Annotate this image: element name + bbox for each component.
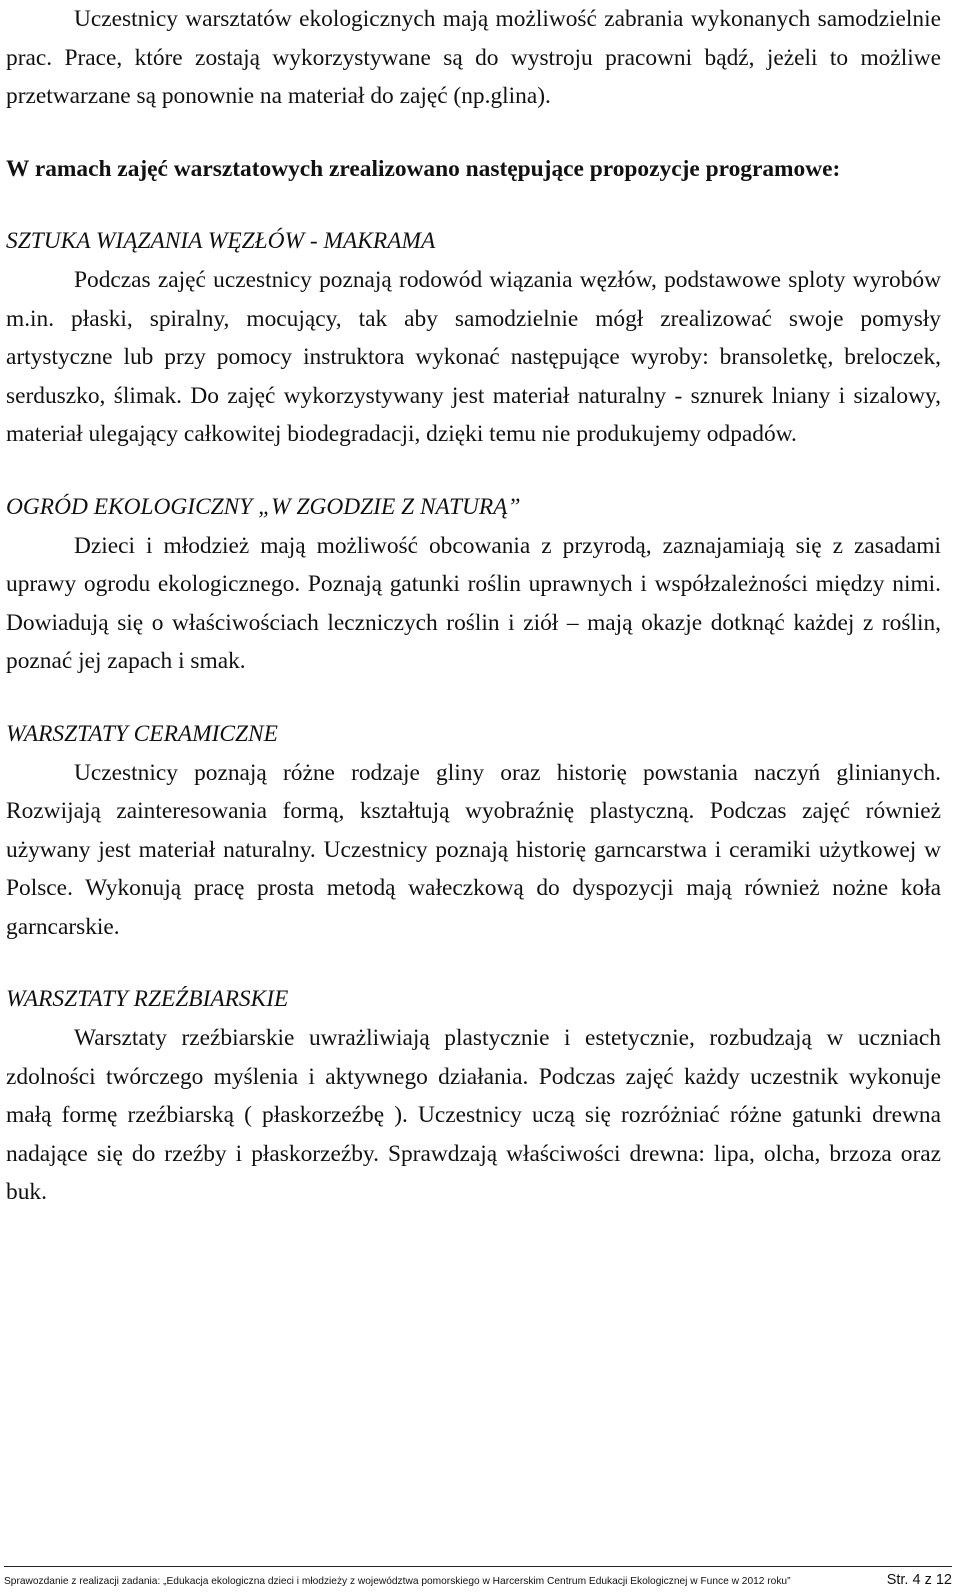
intro-paragraph: Uczestnicy warsztatów ekologicznych mają możliwość zabrania wykonanych samodzielnie prac. Prace, które zostają wykorzystywane są do wystroju pracowni bądź, jeżeli to możliwe przetwarzane są ponownie na materiał do zajęć (np.glina). (6, 6, 941, 110)
footer-report-title: Sprawozdanie z realizacji zadania: „Edukacja ekologiczna dzieci i młodzieży z województwa pomorskiego w Harcerskim Centrum Edukacji Ekologicznej w Funce w 2012 roku” (4, 1576, 791, 1587)
section-body: Podczas zajęć uczestnicy poznają rodowód wiązania węzłów, podstawowe sploty wyrobów m.in. płaski, spiralny, mocujący, tak aby samodzielnie mógł zrealizować swoje pomysły artystyczne lub przy pomocy instruktora wykonać następujące wyroby: bransoletkę, breloczek, serduszko, ślimak. Do zajęć wykorzystywany jest materiał naturalny - sznurek lniany i sizalowy, materiał ulegający całkowitej biodegradacji, dzięki temu nie produkujemy odpadów. (6, 266, 941, 448)
page-footer (4, 1566, 952, 1588)
program-heading: W ramach zajęć warsztatowych zrealizowano następujące propozycje programowe: (6, 155, 841, 182)
section-title: SZTUKA WIĄZANIA WĘZŁÓW - MAKRAMA (6, 228, 436, 255)
section-ogrod (6, 488, 941, 681)
section-ceramika (6, 715, 941, 947)
page-number: Str. 4 z 12 (886, 1572, 952, 1588)
section-body: Warsztaty rzeźbiarskie uwrażliwiają plastycznie i estetycznie, rozbudzają w uczniach zdolności twórczego myślenia i aktywnego działania. Podczas zajęć każdy uczestnik wykonuje małą formę rzeźbiarską ( płaskorzeźbę ). Uczestnicy uczą się rozróżniać różne gatunki drewna nadające się do rzeźby i płaskorzeźby. Sprawdzają właściwości drewna: lipa, olcha, brzoza oraz buk. (6, 1025, 941, 1206)
section-title: OGRÓD EKOLOGICZNY „W ZGODZIE Z NATURĄ” (6, 493, 521, 520)
section-title: WARSZTATY RZEŹBIARSKIE (6, 986, 289, 1013)
document-page (6, 0, 941, 1212)
section-body: Uczestnicy poznają różne rodzaje gliny oraz historię powstania naczyń glinianych. Rozwijają zainteresowania formą, kształtują wyobraźnię plastyczną. Podczas zajęć również używany jest materiał naturalny. Uczestnicy poznają historię garncarstwa i ceramiki użytkowej w Polsce. Wykonują pracę prosta metodą wałeczkową do dyspozycji mają również nożne koła garncarskie. (6, 759, 941, 940)
section-body: Dzieci i młodzież mają możliwość obcowania z przyrodą, zaznajamiają się z zasadami uprawy ogrodu ekologicznego. Poznają gatunki roślin uprawnych i współzależności między nimi. Dowiadują się o właściwościach leczniczych roślin i ziół – mają okazje dotknąć każdej z roślin, poznać jej zapach i smak. (6, 532, 941, 675)
section-makrama (6, 222, 941, 454)
section-rzezba (6, 980, 941, 1212)
section-title: WARSZTATY CERAMICZNE (6, 720, 278, 747)
